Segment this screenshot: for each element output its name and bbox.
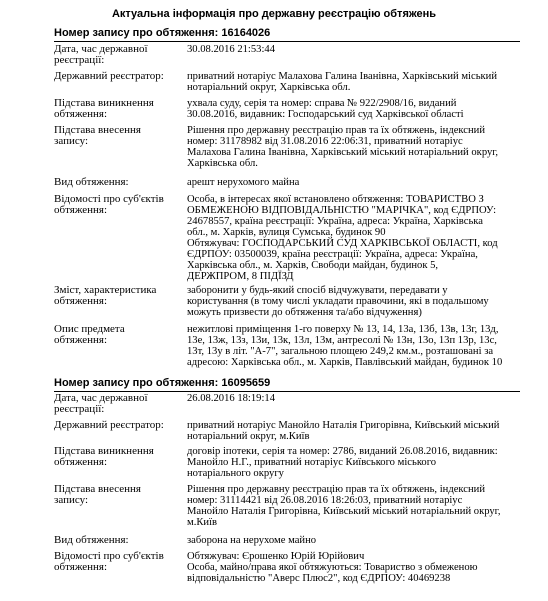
field-label: Відомості про суб'єктів обтяження:: [54, 193, 164, 216]
field-label: Зміст, характеристика обтяження:: [54, 284, 157, 307]
field-value: 26.08.2016 18:19:14: [187, 393, 275, 404]
field-value: договір іпотеки, серія та номер: 2786, виданий 26.08.2016, видавник: Манойло Н.Г., приватний нотаріус Київського міського нотаріального округу: [187, 446, 498, 479]
record-header: Номер запису про обтяження: 16095659: [54, 377, 271, 389]
field-label: Державний реєстратор:: [54, 70, 164, 82]
field-label: Дата, час державної реєстрації:: [54, 392, 148, 415]
record-header: Номер запису про обтяження: 16164026: [54, 27, 271, 39]
field-label: Вид обтяження:: [54, 534, 129, 546]
field-value: приватний нотаріус Манойло Наталія Григорівна, Київський міський нотаріальний округ, м.Київ: [187, 420, 500, 442]
field-value: нежитлові приміщення 1-го поверху № 13, 14, 13а, 13б, 13в, 13г, 13д, 13е, 13ж, 13з, 13и, 13к, 13л, 13м, антресолі № 13н, 13о, 13п 13р, 13с, 13т, 13у в літ. "А-7", загальною площею 249,2 км.м., розташовані за адресою: Харківська обл., м. Харків, Павлівський майдан, будинок 10: [187, 324, 503, 368]
field-label: Підстава виникнення обтяження:: [54, 445, 154, 468]
field-value: 30.08.2016 21:53:44: [187, 44, 275, 55]
field-label: Опис предмета обтяження:: [54, 323, 125, 346]
field-value: Обтяжувач: Єрошенко Юрій Юрійович Особа, майно/права якої обтяжуються: Товариство з обмеженою відповідальністю "Аверс Плюс2", код ЄДРПОУ: 40469238: [187, 551, 478, 584]
field-label: Дата, час державної реєстрації:: [54, 43, 148, 66]
field-value: заборонити у будь-який спосіб відчужувати, передавати у користування (в тому числі укладати правочини, які в подальшому можуть призвести до обтяження та/або відчуження): [187, 285, 489, 318]
field-value: арешт нерухомого майна: [187, 177, 300, 188]
divider: [54, 41, 520, 42]
field-value: приватний нотаріус Малахова Галина Іванівна, Харківський міський нотаріальний округ, Харківська обл.: [187, 71, 498, 93]
field-label: Відомості про суб'єктів обтяження:: [54, 550, 164, 573]
field-value: заборона на нерухоме майно: [187, 535, 317, 546]
field-label: Підстава внесення запису:: [54, 124, 141, 147]
field-value: Рішення про державну реєстрацію прав та їх обтяжень, індексний номер: 31114421 від 26.08.2016 18:26:03, приватний нотаріус Манойло Наталія Григорівна, Київський міський нотаріальний округ, м.Київ: [187, 484, 501, 528]
field-value: Рішення про державну реєстрацію прав та їх обтяжень, індексний номер: 31178982 від 31.08.2016 22:06:31, приватний нотаріус Малахова Галина Іванівна, Харківський міський нотаріальний округ, Харківська обл.: [187, 125, 499, 169]
field-label: Вид обтяження:: [54, 176, 129, 188]
field-value: ухвала суду, серія та номер: справа № 922/2908/16, виданий 30.08.2016, видавник: Господарський суд Харківської області: [187, 98, 464, 120]
document-title: Актуальна інформація про державну реєстрацію обтяжень: [111, 8, 437, 20]
field-value: Особа, в інтересах якої встановлено обтяження: ТОВАРИСТВО З ОБМЕЖЕНОЮ ВІДПОВІДАЛЬНІСТЮ "МАРІЧКА", код ЄДРПОУ: 24678557, країна реєстрації: Україна, адреса: Україна, Харківська обл., м. Харків, вулиця Сумська, будинок 90 Обтяжувач: ГОСПОДАРСЬКИЙ СУД ХАРКІВСЬКОЇ ОБЛАСТІ, код ЄДРПОУ: 03500039, країна реєстрації: Україна, адреса: Україна, Харківська обл., м. Харків, Свободи майдан, будинок 5, ДЕРЖПРОМ, 8 ПІДЇЗД: [187, 194, 498, 282]
field-label: Державний реєстратор:: [54, 419, 164, 431]
field-label: Підстава виникнення обтяження:: [54, 97, 154, 120]
field-label: Підстава внесення запису:: [54, 483, 141, 506]
